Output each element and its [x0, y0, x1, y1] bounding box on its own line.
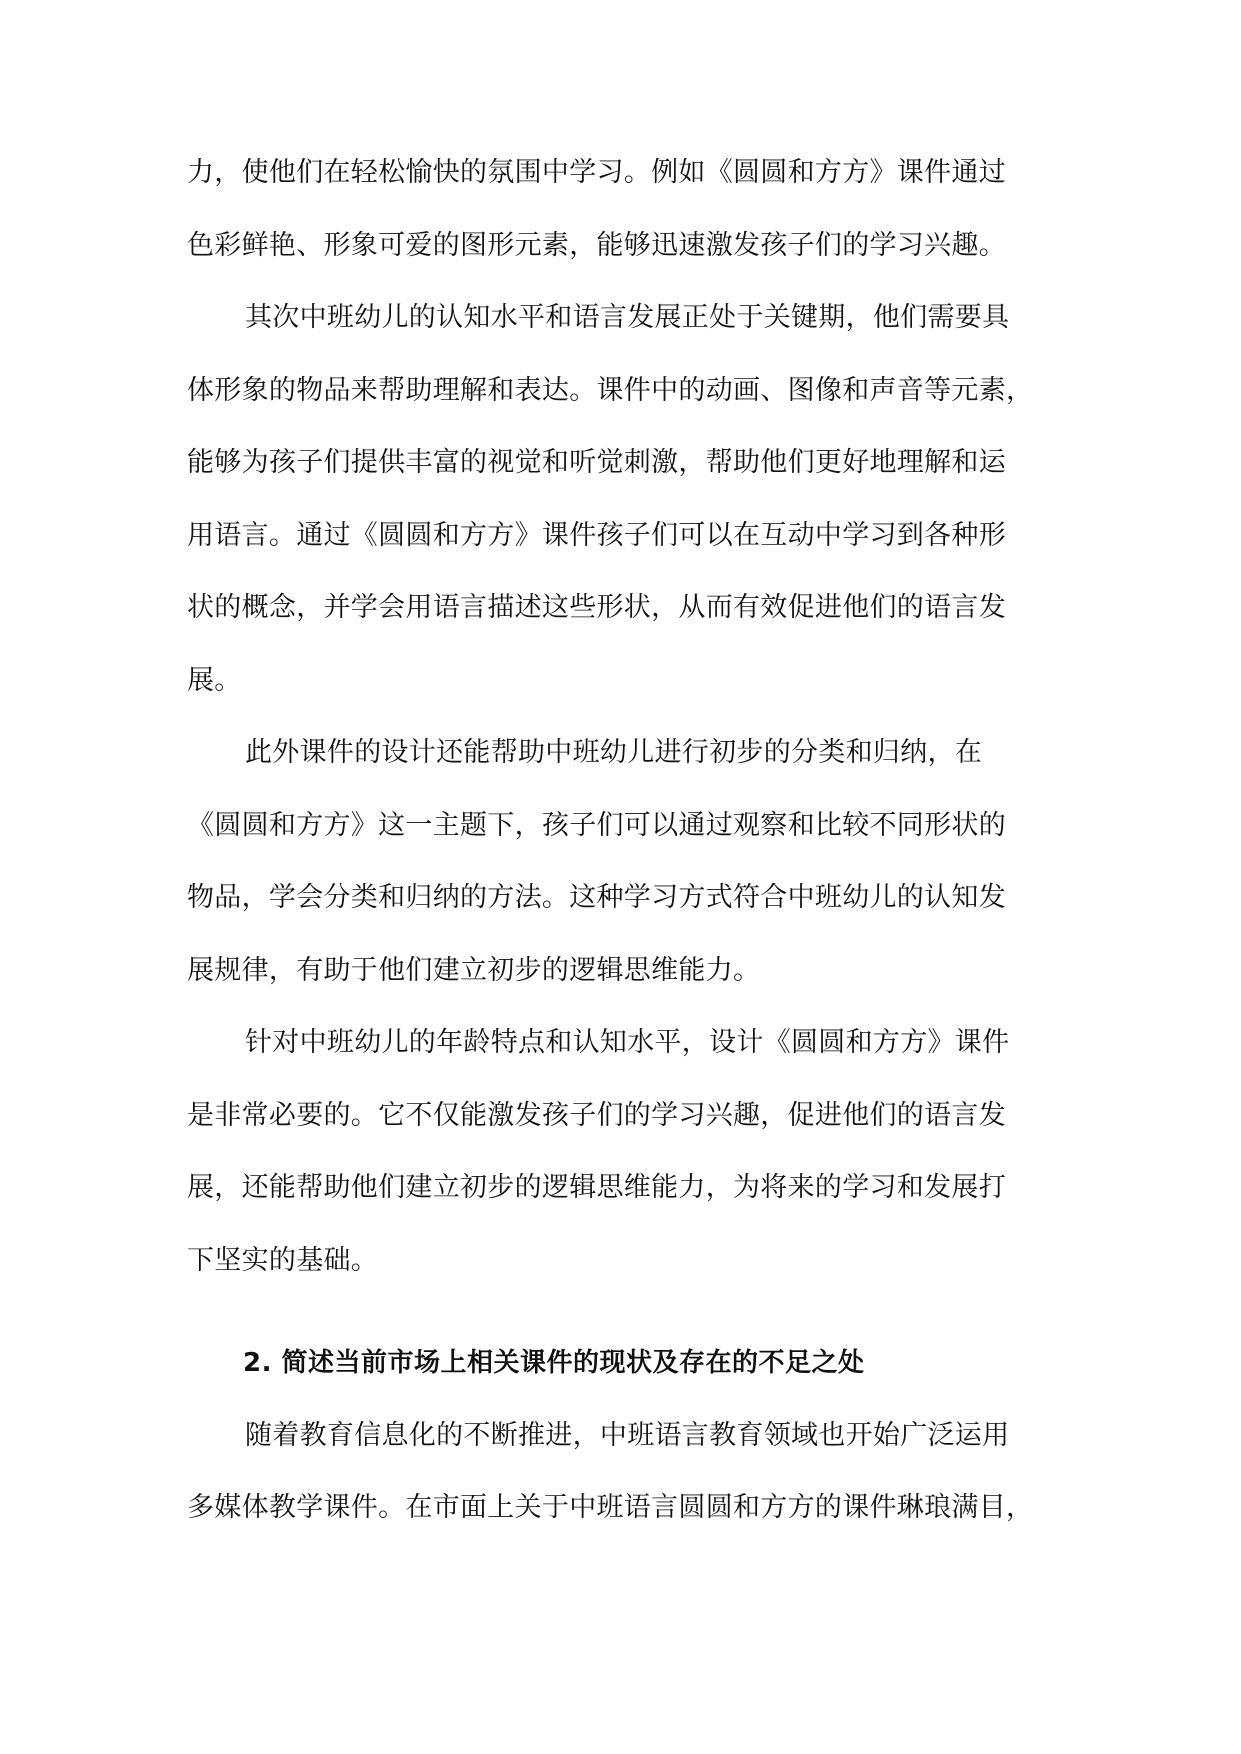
paragraph-3 [187, 717, 1055, 1007]
text-line: 状的概念，并学会用语言描述这些形状，从而有效促进他们的语言发 [187, 592, 1006, 623]
text-line: 能够为孩子们提供丰富的视觉和听觉刺激，帮助他们更好地理解和运 [187, 447, 1006, 478]
paragraph-4 [187, 1007, 1055, 1297]
text-line: 其次中班幼儿的认知水平和语言发展正处于关键期，他们需要具 [245, 302, 1010, 333]
text-line: 多媒体教学课件。在市面上关于中班语言圆圆和方方的课件琳琅满目， [187, 1492, 1034, 1523]
text-line: 用语言。通过《圆圆和方方》课件孩子们可以在互动中学习到各种形 [187, 519, 1006, 551]
paragraph-2 [187, 282, 1055, 717]
text-line: 力，使他们在轻松愉快的氛围中学习。例如《圆圆和方方》课件通过 [187, 157, 1006, 188]
text-line: 物品，学会分类和归纳的方法。这种学习方式符合中班幼儿的认知发 [187, 882, 1006, 913]
paragraph-1 [187, 137, 1055, 282]
text-line: 展，还能帮助他们建立初步的逻辑思维能力，为将来的学习和发展打 [187, 1172, 1006, 1203]
text-line: 随着教育信息化的不断推进，中班语言教育领域也开始广泛运用 [245, 1419, 1010, 1451]
document-body [187, 137, 1055, 1545]
text-line: 体形象的物品来帮助理解和表达。课件中的动画、图像和声音等元素， [187, 374, 1034, 406]
text-line: 是非常必要的。它不仅能激发孩子们的学习兴趣，促进他们的语言发 [187, 1099, 1006, 1131]
text-line: 展。 [187, 664, 242, 696]
text-line: 下坚实的基础。 [187, 1244, 379, 1276]
text-line: 展规律，有助于他们建立初步的逻辑思维能力。 [187, 954, 761, 986]
text-line: 《圆圆和方方》这一主题下，孩子们可以通过观察和比较不同形状的 [187, 809, 1006, 841]
text-line: 此外课件的设计还能帮助中班幼儿进行初步的分类和归纳，在 [245, 737, 983, 768]
text-line: 针对中班幼儿的年龄特点和认知水平，设计《圆圆和方方》课件 [245, 1027, 1010, 1058]
section-heading: 2. 简述当前市场上相关课件的现状及存在的不足之处 [243, 1348, 865, 1378]
paragraph-5 [187, 1400, 1055, 1545]
text-line: 色彩鲜艳、形象可爱的图形元素，能够迅速激发孩子们的学习兴趣。 [187, 229, 1006, 261]
